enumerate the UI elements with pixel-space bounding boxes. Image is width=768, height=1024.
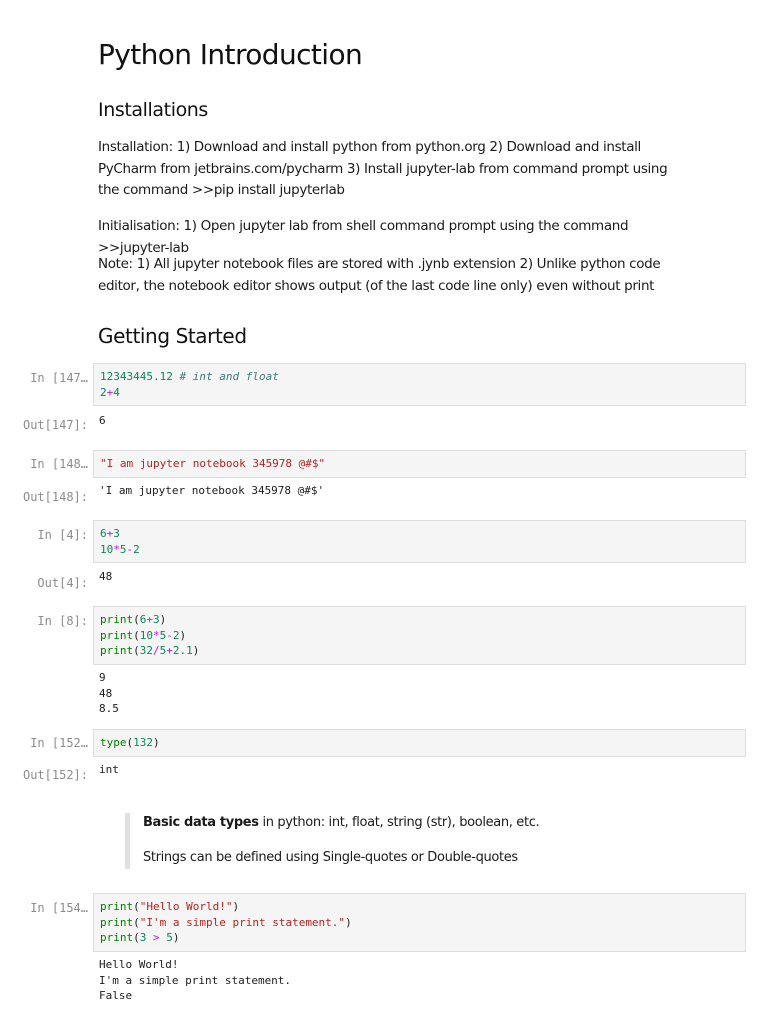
output-prompt: Out[4]:: [37, 576, 88, 590]
operator-token: *: [153, 628, 160, 642]
code-token: (: [133, 915, 140, 929]
string-token: "I am jupyter notebook 345978 @#$": [100, 457, 326, 470]
code-token: (: [133, 628, 140, 642]
code-text: [100, 526, 140, 557]
code-cell-input[interactable]: [93, 729, 746, 757]
number-token: 2: [133, 542, 140, 556]
code-cell-input[interactable]: [93, 520, 746, 563]
blockquote-text: in python: int, float, string (str), boolean, etc.: [258, 815, 540, 830]
code-cell-input[interactable]: [93, 893, 746, 952]
cell-output: [99, 957, 291, 1004]
output-prompt: Out[147]:: [22, 418, 88, 432]
builtin-token: print: [100, 915, 134, 929]
section-heading-getting-started: Getting Started: [98, 324, 247, 348]
code-token: ): [232, 900, 240, 913]
number-token: 10: [100, 542, 114, 556]
code-text: [100, 369, 279, 400]
builtin-token: print: [100, 931, 134, 944]
cell-output: [99, 413, 106, 429]
output-text: 48: [99, 570, 113, 583]
cell-output: [99, 762, 119, 778]
number-token: 3: [113, 527, 120, 540]
code-token: ): [345, 915, 352, 929]
code-token: (: [133, 900, 140, 913]
code-cell-input[interactable]: [93, 606, 746, 665]
input-prompt: In [147…: [30, 371, 88, 385]
number-token: 12343445.12: [100, 370, 173, 383]
number-token: 5: [166, 931, 173, 944]
number-token: 132: [133, 736, 153, 749]
number-token: 5: [159, 628, 167, 642]
operator-token: -: [126, 542, 134, 556]
code-token: (: [133, 931, 140, 944]
input-prompt: In [8]:: [37, 614, 88, 628]
number-token: 4: [113, 385, 120, 399]
builtin-token: print: [100, 613, 134, 626]
code-token: ): [179, 628, 187, 642]
number-token: 6: [100, 527, 107, 540]
number-token: 2.1: [172, 644, 193, 657]
output-prompt: Out[152]:: [22, 768, 88, 782]
builtin-token: type: [100, 736, 127, 749]
installation-paragraph: Installation: 1) Download and install python from python.org 2) Download and install PyCharm from jetbrains.com/pycharm 3) Install jupyter-lab from command prompt using the command >>pip install jupyterlab: [98, 139, 668, 198]
section-heading-installations: Installations: [98, 99, 208, 121]
number-token: 10: [139, 628, 153, 642]
output-text: int: [99, 763, 119, 776]
output-prompt: Out[148]:: [22, 490, 88, 504]
code-token: (: [133, 613, 140, 626]
number-token: 6: [139, 613, 147, 626]
code-token: ): [159, 613, 167, 626]
output-text: 'I am jupyter notebook 345978 @#$': [99, 484, 325, 497]
operator-token: *: [113, 542, 120, 556]
code-text: [100, 735, 160, 751]
string-token: "I'm a simple print statement.": [139, 915, 346, 929]
cell-output: [99, 483, 324, 499]
input-prompt: In [148…: [30, 457, 88, 471]
number-token: 5: [159, 644, 167, 657]
code-token: ): [153, 736, 160, 749]
output-text: 6: [99, 414, 106, 427]
blockquote-bar: [125, 813, 130, 869]
number-token: 5: [119, 542, 127, 556]
code-text: [100, 456, 325, 472]
operator-token: +: [106, 385, 114, 399]
comment-token: # int and float: [179, 370, 279, 383]
code-token: ): [172, 931, 180, 944]
page-title: Python Introduction: [98, 38, 363, 71]
cell-output: [99, 670, 119, 717]
operator-token: +: [106, 527, 114, 540]
blockquote-line-1: [143, 815, 539, 830]
code-cell-input[interactable]: [93, 450, 746, 478]
note-paragraph: Note: 1) All jupyter notebook files are stored with .jynb extension 2) Unlike python code editor, the notebook editor shows output (of the last code line only) even without print: [98, 256, 661, 294]
code-token: ): [192, 644, 200, 657]
operator-token: +: [146, 613, 153, 626]
cell-output: [99, 569, 112, 585]
builtin-token: print: [100, 900, 134, 913]
input-prompt: In [154…: [30, 901, 88, 915]
output-text: 9 48 8.5: [99, 671, 119, 715]
output-text: Hello World! I'm a simple print statement. False: [99, 958, 292, 1002]
input-prompt: In [4]:: [37, 528, 88, 542]
blockquote-bold: Basic data types: [143, 815, 259, 830]
builtin-token: print: [100, 628, 134, 642]
number-token: 3: [139, 931, 147, 944]
code-cell-input[interactable]: [93, 363, 746, 406]
number-token: 3: [153, 613, 160, 626]
code-text: [100, 899, 352, 946]
code-token: (: [133, 644, 140, 657]
code-token: [146, 931, 153, 944]
number-token: 2: [100, 385, 107, 399]
operator-token: +: [166, 644, 173, 657]
input-prompt: In [152…: [30, 736, 88, 750]
operator-token: -: [166, 628, 173, 642]
operator-token: /: [153, 644, 160, 657]
number-token: 2: [172, 628, 180, 642]
code-token: (: [126, 736, 134, 749]
number-token: 32: [139, 644, 153, 657]
operator-token: >: [153, 931, 160, 944]
string-token: "Hello World!": [139, 900, 233, 913]
initialisation-paragraph: Initialisation: 1) Open jupyter lab from shell command prompt using the command >>jupyter-lab: [98, 218, 629, 256]
blockquote-line-2: Strings can be defined using Single-quotes or Double-quotes: [143, 850, 518, 865]
code-text: [100, 612, 199, 659]
builtin-token: print: [100, 644, 134, 657]
